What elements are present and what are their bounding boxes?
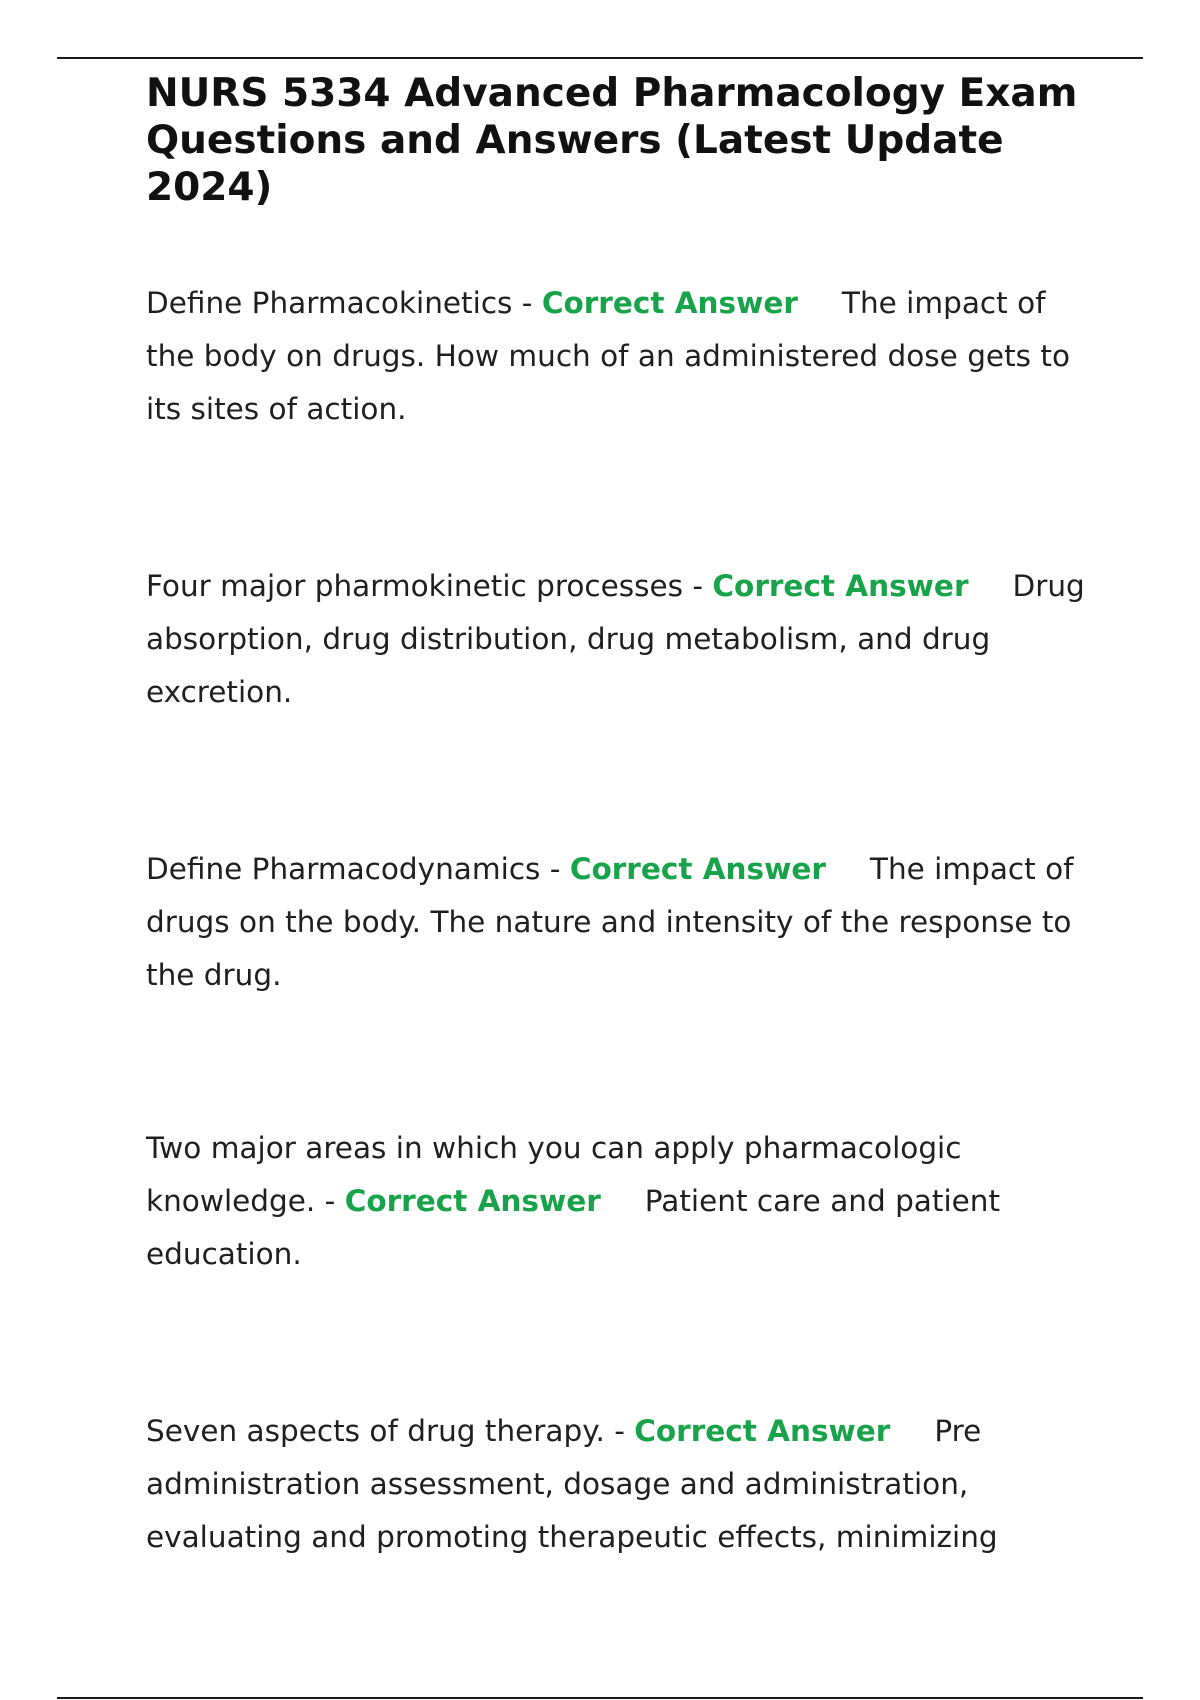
correct-answer-label: Correct Answer (344, 1184, 601, 1218)
question-text: Define Pharmacodynamics - (146, 852, 561, 886)
correct-answer-label: Correct Answer (634, 1414, 891, 1448)
question-text: Define Pharmacokinetics - (146, 286, 533, 320)
qa-item (146, 560, 1086, 719)
correct-answer-label: Correct Answer (541, 286, 798, 320)
bottom-divider (57, 1697, 1143, 1699)
qa-item (146, 1405, 1086, 1564)
answer-text: Pre administration assessment, dosage and administration, evaluating and promoting therapeutic effects, minimizing (146, 1414, 998, 1554)
document-title: NURS 5334 Advanced Pharmacology Exam Questions and Answers (Latest Update 2024) (146, 71, 1078, 210)
qa-item (146, 1122, 1086, 1281)
question-text: Four major pharmokinetic processes - (146, 569, 704, 603)
answer-text: Patient care and patient education. (146, 1184, 1001, 1271)
answer-text: Drug absorption, drug distribution, drug metabolism, and drug excretion. (146, 569, 1085, 709)
answer-text: The impact of the body on drugs. How much of an administered dose gets to its sites of action. (146, 286, 1070, 426)
correct-answer-label: Correct Answer (569, 852, 826, 886)
qa-item (146, 843, 1086, 1002)
top-divider (57, 57, 1143, 59)
question-text: Two major areas in which you can apply pharmacologic knowledge. - (146, 1131, 962, 1218)
document-body (146, 70, 1086, 1688)
qa-list (146, 277, 1086, 1564)
correct-answer-label: Correct Answer (712, 569, 969, 603)
answer-text: The impact of drugs on the body. The nature and intensity of the response to the drug. (146, 852, 1074, 992)
question-text: Seven aspects of drug therapy. - (146, 1414, 625, 1448)
qa-item (146, 277, 1086, 436)
